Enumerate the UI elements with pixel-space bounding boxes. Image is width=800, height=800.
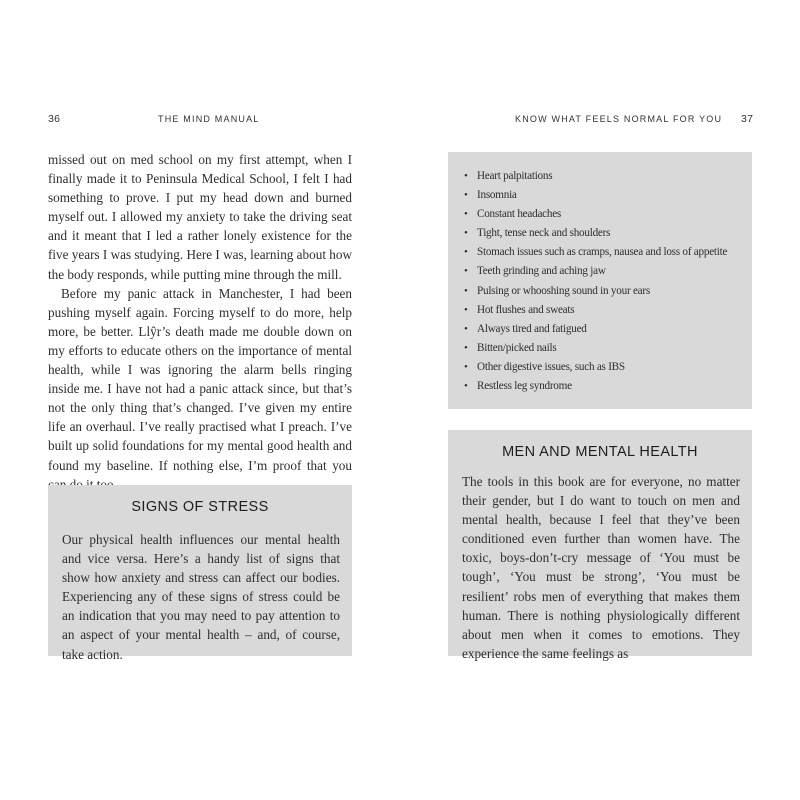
symptoms-box <box>448 152 752 409</box>
symptom-list <box>464 167 748 396</box>
list-item-text: Tight, tense neck and shoulders <box>477 227 611 240</box>
list-item <box>464 301 748 320</box>
paragraph: Before my panic attack in Manchester, I had been pushing myself again. Forcing myself to do more, help more, be better. Llŷr’s death made me double down on my efforts to educate others on the importance of mental health, while I was ignoring the alarm bells ringing inside me. I have not had a panic attack since, but that’s not the only thing that’s changed. I’ve given my entire life an overhaul. I’ve really practised what I preach. I’ve built up solid foundations for my mental good health and found my baseline. If nothing else, I’m proof that you <box>48 285 352 473</box>
list-item <box>464 205 748 224</box>
list-item-text: Restless leg syndrome <box>477 380 572 393</box>
bullet-icon: • <box>464 322 468 335</box>
bullet-icon: • <box>464 246 468 259</box>
list-item-text: Stomach issues such as cramps, nausea and loss of appetite <box>477 246 728 259</box>
list-item-text: Hot flushes and sweats <box>477 303 575 316</box>
list-item <box>464 320 748 339</box>
bullet-icon: • <box>464 360 468 373</box>
bullet-icon: • <box>464 265 468 278</box>
list-item <box>464 224 748 243</box>
box-text: The tools in this book are for everyone, no matter their gender, but I do want to touch on men and mental health, because I feel that they’ve been conditioned even further than women have. The toxic, boys-don’t-cry message of ‘You must be tough’, ‘You must be strong’, ‘You must be resilient’ robs men of everything that makes them human. There is nothing physiologically different about men when it comes to emotions. They experience the same feelings as <box>462 474 740 661</box>
list-item-text: Teeth grinding and aching jaw <box>477 265 606 278</box>
right-page <box>400 0 800 800</box>
bullet-icon: • <box>464 303 468 316</box>
bullet-icon: • <box>464 380 468 393</box>
bullet-icon: • <box>464 284 468 297</box>
list-item-text: Heart palpitations <box>477 170 553 182</box>
list-item <box>464 282 748 301</box>
list-item-text: Always tired and fatigued <box>477 322 587 335</box>
page-number: 37 <box>741 113 754 125</box>
box-title: MEN AND MENTAL HEALTH <box>502 444 698 460</box>
running-head: KNOW WHAT FEELS NORMAL FOR YOU <box>515 114 723 124</box>
list-item <box>464 358 748 377</box>
list-item-text: Insomnia <box>477 189 517 202</box>
list-item <box>464 377 748 396</box>
list-item-text: Bitten/picked nails <box>477 341 557 354</box>
running-head: THE MIND MANUAL <box>158 114 260 124</box>
men-and-mental-health-box <box>448 430 752 661</box>
list-item <box>464 262 748 281</box>
paragraph: missed out on med school on my first attempt, when I finally made it to Peninsula Medical School, I felt I had something to prove. I put my head down and burned myself out. I allowed my anxiety to take the driving seat and it meant that I led a rather lonely existence for the five years I was studying. Here I was, learning about how the body responds, while putting mine through the mill. <box>48 152 352 282</box>
list-item-text: Constant headaches <box>477 208 562 221</box>
list-item-text: Pulsing or whooshing sound in your ears <box>477 284 650 297</box>
list-item <box>464 167 748 186</box>
signs-of-stress-box <box>48 485 352 662</box>
box-text: Our physical health influences our mental health and vice versa. Here’s a handy list of signs that show how anxiety and stress can affect our bodies. Experiencing any of these signs of stress could be an indication that you may need to pay attention to an aspect of your mental health – and, of course, take action. <box>62 532 340 662</box>
list-item <box>464 186 748 205</box>
bullet-icon: • <box>464 208 468 221</box>
body-text <box>48 150 352 494</box>
bullet-icon: • <box>464 227 468 240</box>
page-number: 36 <box>48 113 61 125</box>
list-item-text: Other digestive issues, such as IBS <box>477 360 625 373</box>
list-item <box>464 243 748 262</box>
bullet-icon: • <box>464 170 468 182</box>
box-title: SIGNS OF STRESS <box>131 499 269 515</box>
bullet-icon: • <box>464 189 468 202</box>
bullet-icon: • <box>464 341 468 354</box>
list-item <box>464 339 748 358</box>
